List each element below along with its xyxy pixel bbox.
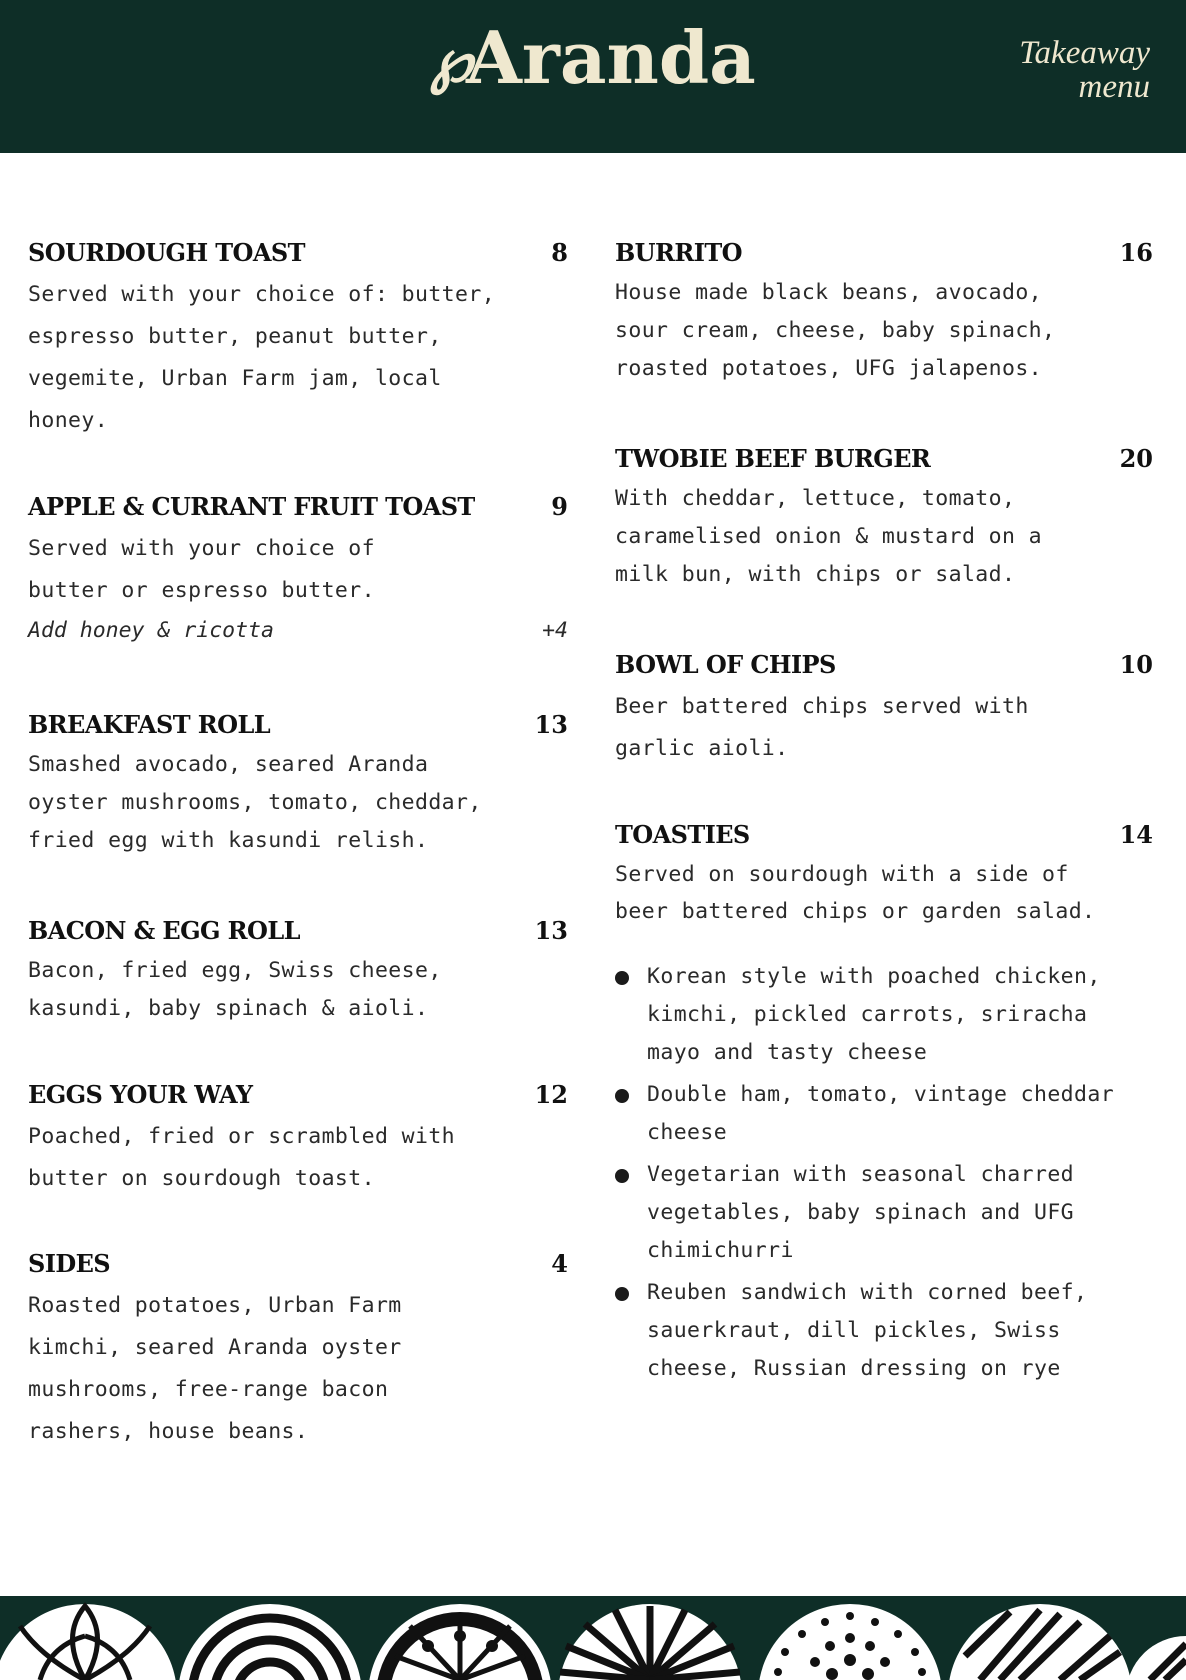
toastie-options-list [615, 958, 1153, 1388]
item-title: SIDES [28, 1249, 110, 1278]
item-price: 14 [1119, 820, 1153, 849]
bullet-icon [615, 1287, 629, 1301]
menu-item-twobie-beef-burger [615, 444, 1153, 594]
menu-item-burrito [615, 238, 1153, 388]
menu-item-sourdough-toast [28, 238, 568, 442]
item-title: BREAKFAST ROLL [28, 710, 271, 739]
subtitle-line-1: Takeaway [1019, 35, 1150, 71]
item-title: SOURDOUGH TOAST [28, 238, 305, 267]
menu-item-sides [28, 1249, 568, 1453]
item-price: 13 [534, 916, 568, 945]
list-item: Double ham, tomato, vintage cheddar cheese [615, 1076, 1153, 1152]
item-description: Smashed avocado, seared Aranda oyster mushrooms, tomato, cheddar, fried egg with kasundi relish. [28, 752, 482, 853]
menu-subtitle [1019, 36, 1150, 104]
brand-name: Aranda [466, 15, 756, 100]
item-description: Served on sourdough with a side of beer battered chips or garden salad. [615, 862, 1096, 924]
item-title: BOWL OF CHIPS [615, 650, 836, 679]
item-description: House made black beans, avocado, sour cream, cheese, baby spinach, roasted potatoes, UFG jalapenos. [615, 280, 1056, 381]
menu-item-toasties [615, 820, 1153, 1392]
bullet-icon [615, 971, 629, 985]
item-title: TOASTIES [615, 820, 750, 849]
item-description: Served with your choice of butter or espresso butter. [28, 536, 375, 603]
menu-header [0, 0, 1186, 153]
item-price: 4 [551, 1249, 568, 1278]
item-description: Bacon, fried egg, Swiss cheese, kasundi, baby spinach & aioli. [28, 958, 442, 1021]
brand-logo [0, 15, 1186, 100]
menu-item-bowl-of-chips [615, 650, 1153, 770]
item-addon [28, 618, 568, 652]
item-title: EGGS YOUR WAY [28, 1080, 253, 1109]
item-title: BURRITO [615, 238, 742, 267]
bullet-icon [615, 1169, 629, 1183]
addon-label: Add honey & ricotta [28, 618, 274, 643]
pattern-circles-icon [0, 1596, 1186, 1680]
item-price: 10 [1119, 650, 1153, 679]
item-description: Beer battered chips served with garlic aioli. [615, 694, 1029, 761]
item-price: 8 [551, 238, 568, 267]
list-item: Reuben sandwich with corned beef, sauerkraut, dill pickles, Swiss cheese, Russian dressing on rye [615, 1274, 1153, 1388]
item-price: 12 [534, 1080, 568, 1109]
menu-item-breakfast-roll [28, 710, 568, 860]
item-description: Roasted potatoes, Urban Farm kimchi, seared Aranda oyster mushrooms, free-range bacon rashers, house beans. [28, 1293, 402, 1444]
menu-item-eggs-your-way [28, 1080, 568, 1200]
item-title: APPLE & CURRANT FRUIT TOAST [28, 492, 475, 521]
menu-item-bacon-egg-roll [28, 916, 568, 1028]
menu-item-fruit-toast [28, 492, 568, 652]
brand-swash-icon: ℘ [430, 26, 473, 96]
bullet-icon [615, 1089, 629, 1103]
item-description: Served with your choice of: butter, espresso butter, peanut butter, vegemite, Urban Farm jam, local honey. [28, 282, 496, 433]
list-item: Vegetarian with seasonal charred vegetables, baby spinach and UFG chimichurri [615, 1156, 1153, 1270]
item-price: 13 [534, 710, 568, 739]
addon-price: +4 [542, 618, 568, 643]
subtitle-line-2: menu [1078, 69, 1150, 105]
item-price: 20 [1119, 444, 1153, 473]
list-item: Korean style with poached chicken, kimchi, pickled carrots, sriracha mayo and tasty cheese [615, 958, 1153, 1072]
item-description: With cheddar, lettuce, tomato, caramelised onion & mustard on a milk bun, with chips or salad. [615, 486, 1043, 587]
item-price: 16 [1119, 238, 1153, 267]
decorative-footer [0, 1596, 1186, 1680]
item-title: BACON & EGG ROLL [28, 916, 300, 945]
item-price: 9 [551, 492, 568, 521]
item-title: TWOBIE BEEF BURGER [615, 444, 931, 473]
item-description: Poached, fried or scrambled with butter on sourdough toast. [28, 1124, 456, 1191]
